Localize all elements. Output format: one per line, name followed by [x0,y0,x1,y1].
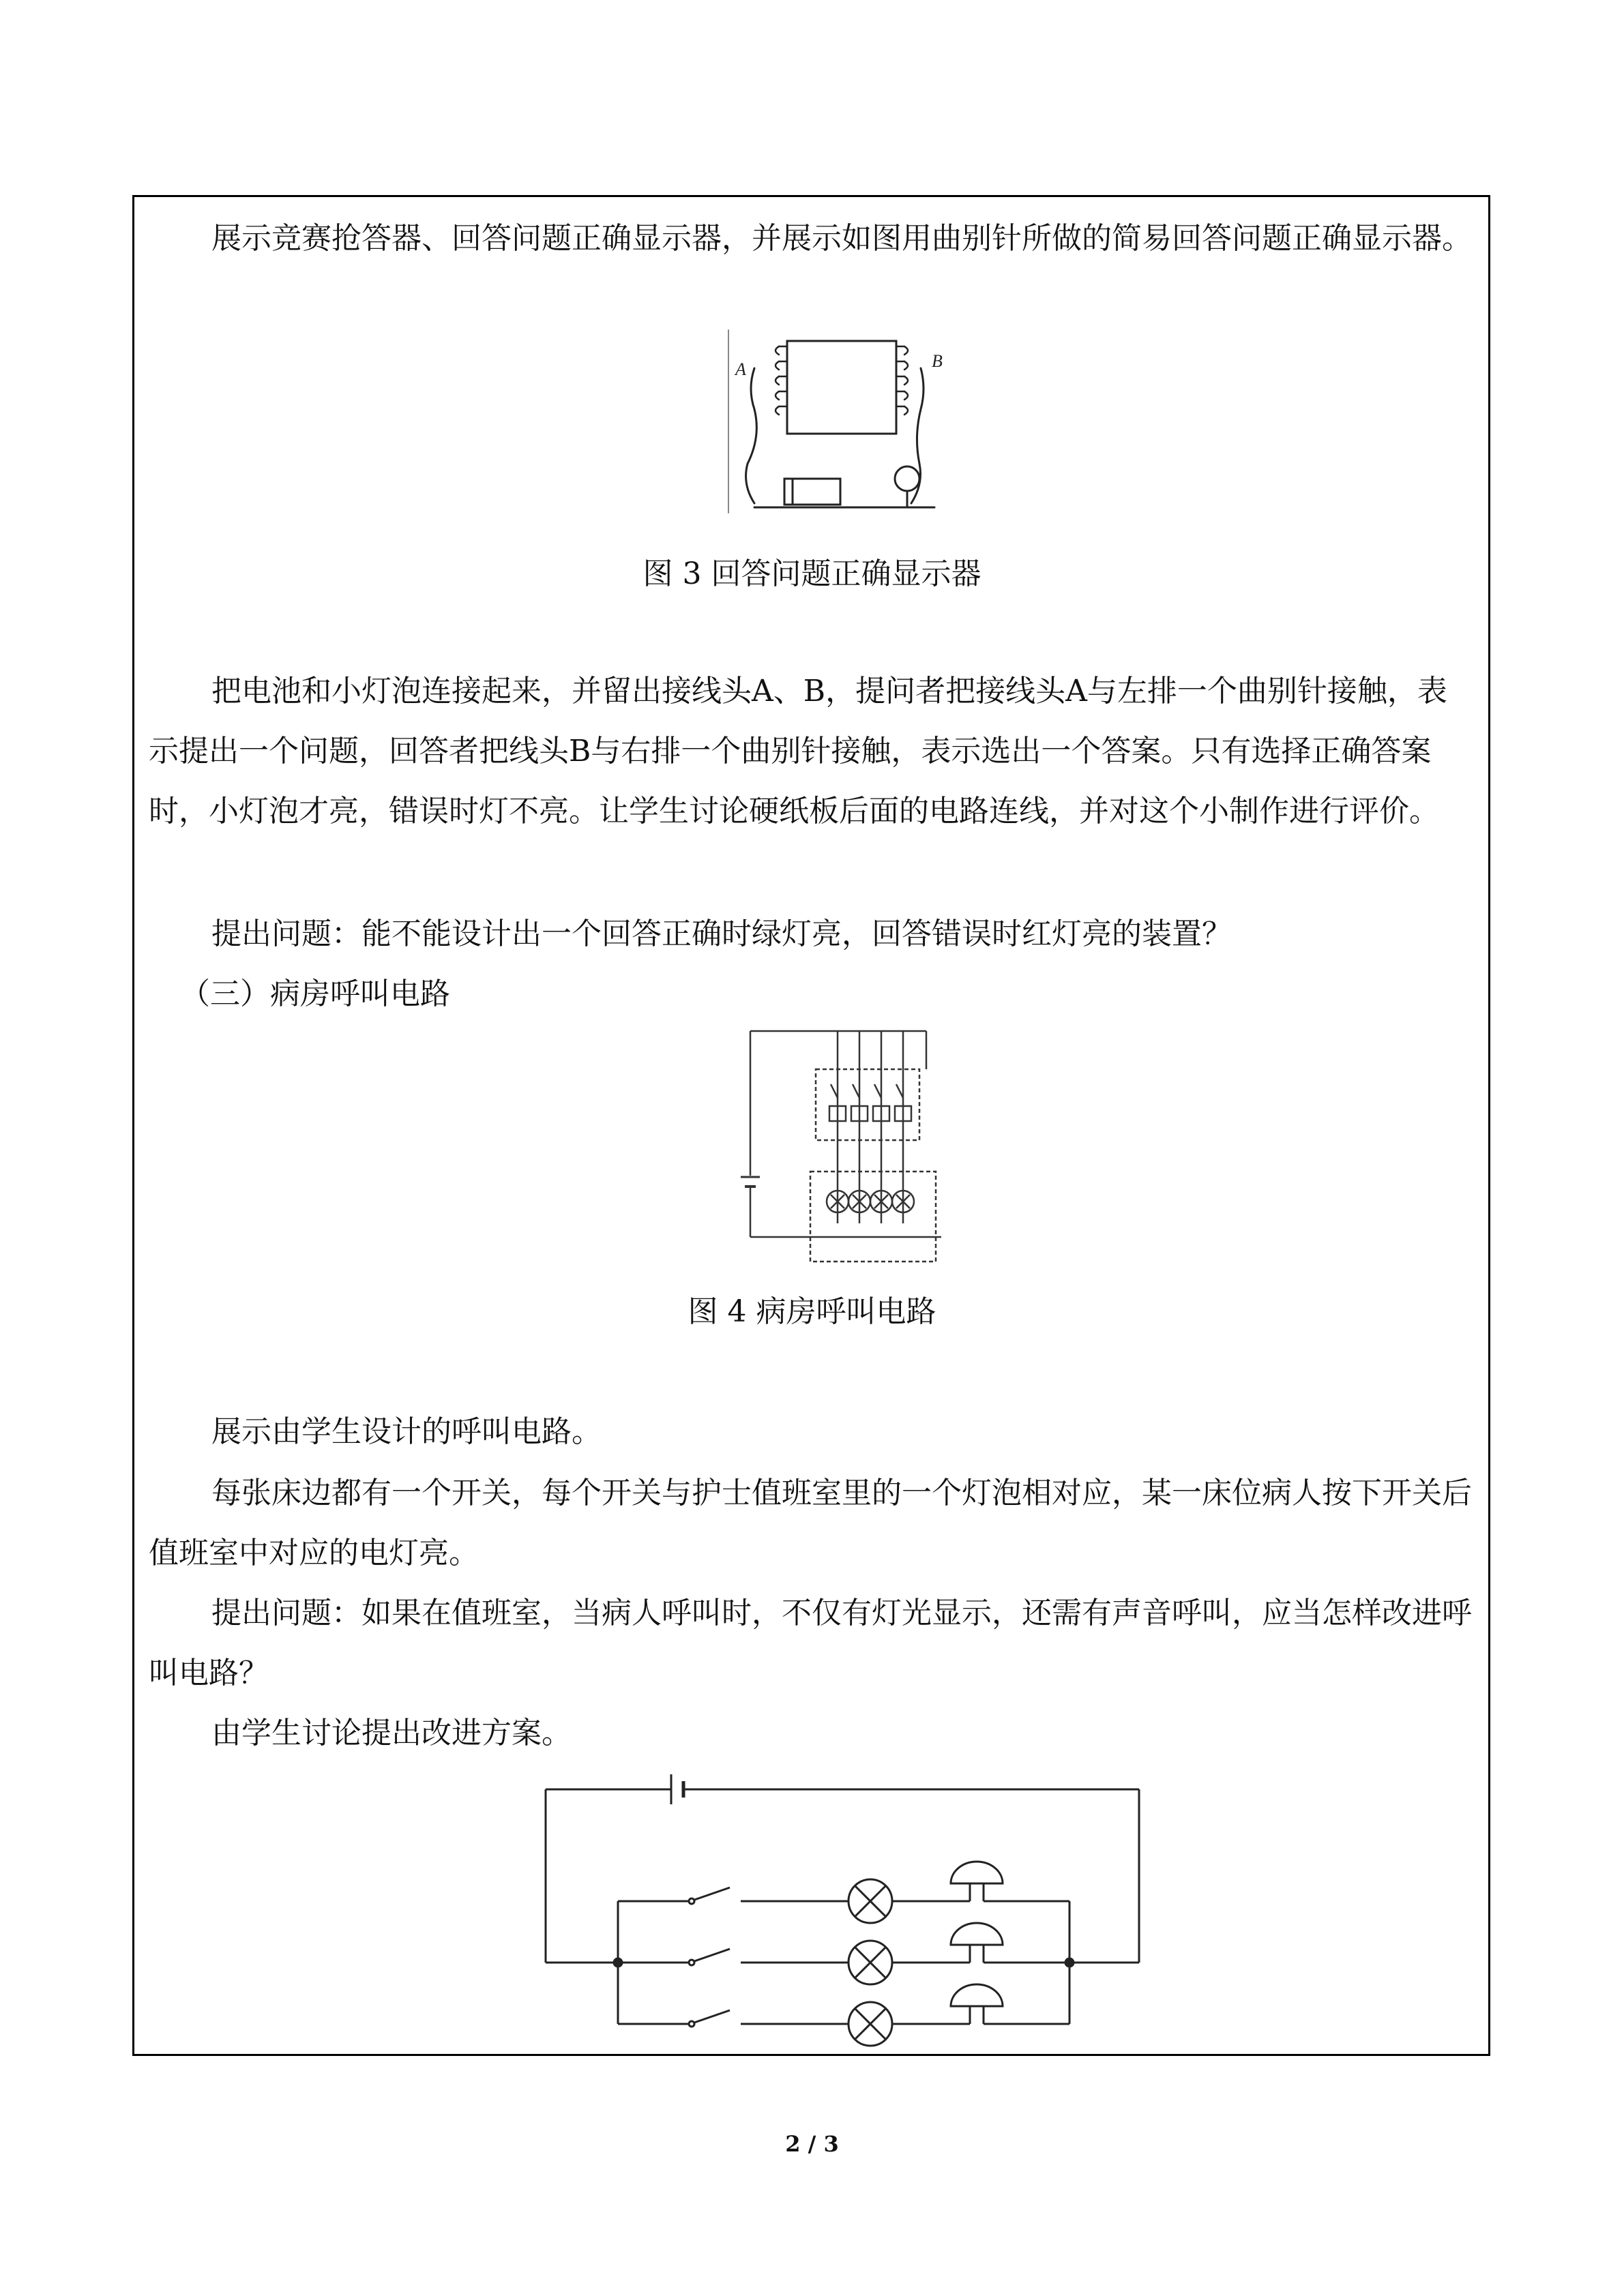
branch-3 [618,1984,1069,2046]
paragraph-question-1: 提出问题：能不能设计出一个回答正确时绿灯亮，回答错误时红灯亮的装置？ [211,916,1232,951]
wire-b [911,368,924,503]
paragraph-question-2: 提出问题：如果在值班室，当病人呼叫时，不仅有灯光显示，还需有声音呼叫，应当怎样改进呼叫电路？ [149,1596,1472,1690]
wire-a [746,368,757,503]
left-paperclips [776,346,787,415]
right-paperclips [896,346,908,415]
paragraph-improve: 由学生讨论提出改进方案。 [211,1716,572,1750]
paragraph-intro: 展示竞赛抢答器、回答问题正确显示器，并展示如图用曲别针所做的简易回答问题正确显示器。 [211,221,1472,256]
page-number: 2 / 3 [785,2131,839,2157]
switch-row [829,1084,911,1121]
branch-1 [618,1862,1069,1923]
figure-3-caption: 图 3 回答问题正确显示器 [643,556,981,591]
paragraph-bed-switch: 每张床边都有一个开关，每个开关与护士值班室里的一个灯泡相对应，某一床位病人按下开关后值班室中对应的电灯亮。 [149,1476,1472,1570]
paragraph-description: 把电池和小灯泡连接起来，并留出接线头A、B，提问者把接线头A与左排一个曲别针接触，表示提出一个问题，回答者把线头B与右排一个曲别针接触，表示选出一个答案。只有选择正确答案时，小灯泡才亮，错误时灯不亮。让学生讨论硬纸板后面的电路连线，并对这个小制作进行评价。 [149,674,1447,829]
figure-improved-call-circuit [532,1768,1146,2054]
section-heading: （三）病房呼叫电路 [180,976,450,1011]
bulb-icon [895,466,919,491]
branch-2 [618,1923,1069,1984]
label-b: B [932,351,943,371]
figure-4-caption: 图 4 病房呼叫电路 [688,1294,936,1329]
label-a: A [735,359,746,379]
paragraph-student-design: 展示由学生设计的呼叫电路。 [211,1414,602,1449]
lamp-row [827,1191,914,1212]
figure-4-ward-call-circuit [737,1026,955,1271]
figure-3-answer-display [716,327,962,518]
